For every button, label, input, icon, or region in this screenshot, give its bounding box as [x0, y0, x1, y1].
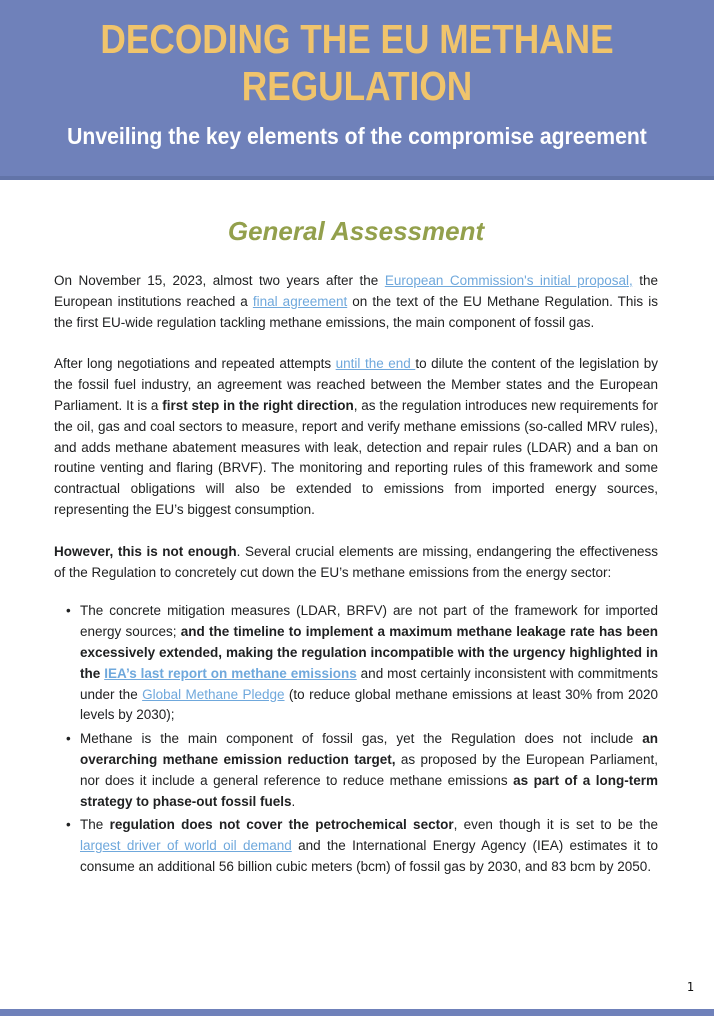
paragraph-2: [54, 354, 658, 520]
link-until-the-end[interactable]: until the end: [335, 356, 416, 372]
document-subtitle: Unveiling the key elements of the compromise agreement: [67, 123, 647, 149]
bold-run: and the timeline to implement a maximum methane leakage rate has been excessively extended, making the regulation incompatible with the urgency highlighted in the: [80, 624, 658, 681]
text-run: After long negotiations and repeated attempts: [54, 356, 336, 372]
text-run: on the text of the EU Methane Regulation. This is the first EU-wide regulation tackling methane emissions, the main component of fossil gas.: [54, 293, 658, 330]
text-run: The: [80, 817, 110, 833]
link-global-methane-pledge[interactable]: Global Methane Pledge: [142, 686, 285, 702]
text-run: , as the regulation introduces new requirements for the oil, gas and coal sectors to measure, report and verify methane emissions (so-called MRV rules), and adds methane abatement measures with leak, detection and repair rules (LDAR) and a ban on routine venting and flaring (BRVF). The monitoring and reporting rules of this framework and some contractual obligations will also be extended to emissions from imported energy sources, representing the EU’s biggest consumption.: [54, 397, 658, 517]
text-run: the European institutions reached a: [54, 273, 658, 309]
text-run: . Several crucial elements are missing, endangering the effectiveness of the Regulation to concretely cut down the EU’s methane emissions from the energy sector:: [54, 543, 658, 580]
bullet-list: [54, 601, 658, 877]
bullet-item-2: [80, 729, 658, 812]
link-final-agreement[interactable]: final agreement: [252, 293, 348, 309]
link-initial-proposal[interactable]: European Commission's initial proposal,: [384, 273, 633, 288]
page-number: 1: [686, 980, 694, 994]
bullet-item-1: [80, 601, 658, 726]
section-heading-general-assessment: General Assessment: [227, 216, 485, 246]
paragraph-1: [54, 271, 658, 333]
footer-bar: [0, 1009, 714, 1016]
text-run: (to reduce global methane emissions at least 30% from 2020 levels by 2030);: [80, 686, 658, 723]
text-run: and the International Energy Agency (IEA) estimates it to consume an additional 56 billion cubic meters (bcm) of fossil gas by 2030, and 83 bcm by 2050.: [80, 838, 658, 874]
document-title: DECODING THE EU METHANE REGULATION: [100, 16, 614, 109]
bold-run: However, this is not enough: [54, 543, 237, 559]
text-run: Methane is the main component of fossil gas, yet the Regulation does not include: [80, 731, 643, 747]
text-run: .: [291, 793, 296, 809]
text-run: as proposed by the European Parliament, nor does it include a general reference to reduce methane emissions: [80, 751, 658, 788]
bold-run: an overarching methane emission reduction target,: [80, 731, 658, 767]
text-run: and most certainly inconsistent with commitments under the: [80, 665, 658, 702]
text-run: to dilute the content of the legislation by the fossil fuel industry, an agreement was reached between the Member states and the European Parliament. It is a: [54, 356, 658, 413]
bullet-item-3: [80, 815, 658, 877]
link-iea-report[interactable]: IEA’s last report on methane emissions: [104, 665, 357, 681]
bold-run: regulation does not cover the petrochemical sector: [109, 817, 454, 833]
document-body: [0, 180, 714, 878]
text-run: , even though it is set to be the: [453, 817, 659, 833]
bold-run: as part of a long-term strategy to phase-out fossil fuels: [80, 772, 658, 809]
text-run: The concrete mitigation measures (LDAR, BRFV) are not part of the framework for imported energy sources;: [80, 603, 658, 640]
paragraph-3: [54, 542, 658, 584]
bold-run: first step in the right direction: [162, 397, 354, 413]
header-banner: [0, 0, 714, 180]
link-oil-demand[interactable]: largest driver of world oil demand: [80, 838, 292, 854]
text-run: On November 15, 2023, almost two years after the: [54, 273, 385, 288]
